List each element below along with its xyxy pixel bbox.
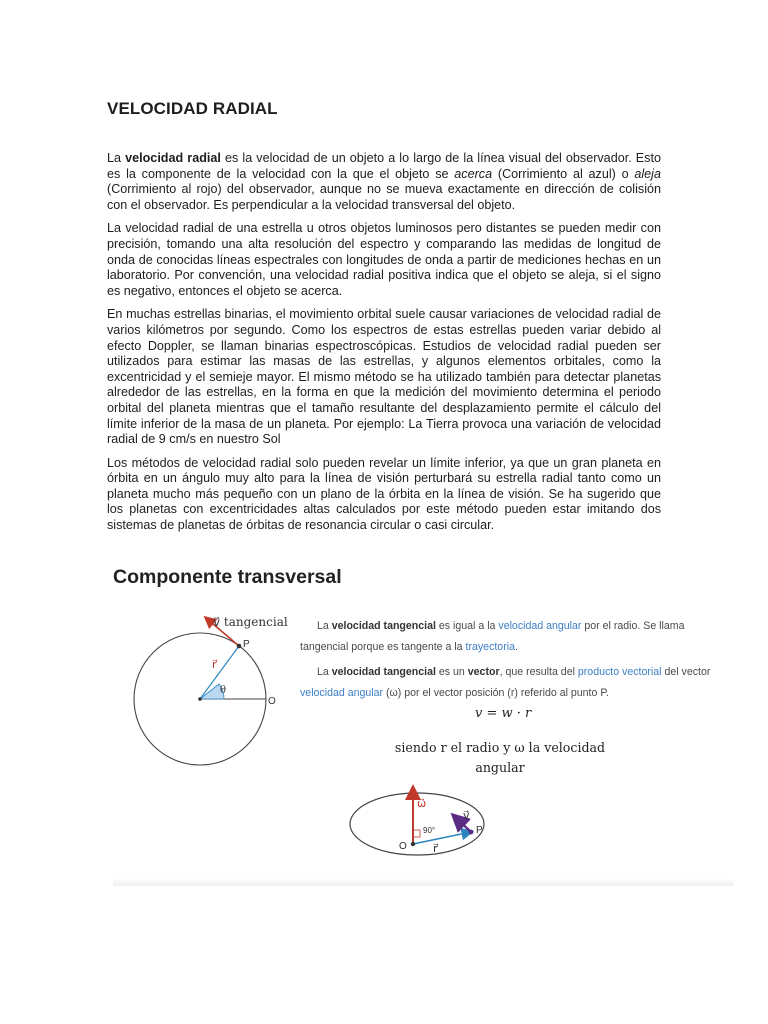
point-p-dot-2 (469, 830, 474, 835)
side-paragraph-1 (300, 616, 720, 658)
link-velocidad-angular[interactable]: velocidad angular (498, 620, 582, 632)
link-trayectoria[interactable]: trayectoria (465, 641, 515, 653)
figure-side-text (300, 616, 720, 708)
ellipse-diagram (350, 788, 484, 855)
p1-text-e: (Corrimiento al azul) o (492, 166, 635, 181)
center-dot-2 (411, 842, 415, 846)
point-p-dot (237, 644, 242, 649)
figure-panel (113, 600, 734, 886)
p1-italic-acerca: acerca (454, 166, 493, 181)
s1-e: por el radio. Se llama tangencial porque es tangente a la (300, 620, 685, 653)
s2-a: La (317, 666, 332, 678)
p1-text-c: es la velocidad de un objeto a lo largo de la línea visual del observador. Esto es la componente de la velocidad con la que el objeto se (107, 151, 661, 181)
paragraph-1 (107, 151, 661, 213)
s2-bold-vector: vector (467, 666, 500, 678)
center-o-label: O (268, 696, 276, 707)
r-label: r⃗ (433, 842, 438, 855)
point-p-label-2: P (476, 825, 483, 836)
formula-caption (375, 738, 625, 778)
s2-bold-term: velocidad tangencial (331, 666, 436, 678)
figure-bottom-fade (113, 878, 734, 886)
p1-text-g: (Corrimiento al rojo) del observador, aunque no se mueva exactamente en dirección de colisión con el observador. Es perpendicular a la velocidad transversal del objeto. (107, 182, 661, 212)
body-text (107, 151, 661, 542)
circle-diagram (134, 615, 288, 765)
section-subheading: Componente transversal (113, 566, 342, 588)
center-dot (198, 697, 202, 701)
paragraph-4: Los métodos de velocidad radial solo pueden revelar un límite inferior, ya que un gran planeta en órbita en un ángulo muy alto para la línea de visión perturbará su estrella radial tanto como un planeta mucho más pequeño con un plano de la órbita en la línea de visión. Se ha sugerido que los planetas con excentricidades altas calculados por este método pueden estar imitando dos sistemas de planetas de órbitas de resonancia circular o casi circular. (107, 455, 661, 533)
p1-bold-term: velocidad radial (125, 151, 221, 165)
s2-e: , que resulta del (499, 666, 578, 678)
s1-g: . (514, 641, 518, 653)
right-angle-marker (413, 830, 420, 837)
s2-c: es un (435, 666, 468, 678)
s1-bold-term: velocidad tangencial (331, 620, 436, 632)
s2-i: (ω) por el vector posición (r) referido al punto P. (383, 687, 609, 699)
tangent-label: v⃗ tangencial (213, 615, 288, 629)
document-title: VELOCIDAD RADIAL (107, 99, 278, 118)
s1-a: La (317, 620, 332, 632)
v-label: v⃗ (463, 809, 470, 822)
formula: v = w · r (475, 706, 532, 721)
center-o-label-2: O (399, 841, 407, 852)
s2-g: del vector (661, 666, 711, 678)
angle-theta-label: θ (220, 685, 227, 696)
side-paragraph-2 (300, 662, 720, 704)
radius-arrow (413, 832, 471, 844)
p1-text-a: La (107, 151, 126, 165)
s1-c: es igual a la (435, 620, 499, 632)
link-velocidad-angular-2[interactable]: velocidad angular (300, 687, 384, 699)
caption-line-2: angular (475, 760, 525, 775)
omega-label: ω⃗ (417, 797, 427, 810)
point-p-label: P (243, 639, 250, 650)
caption-line-1: siendo r el radio y ω la velocidad (394, 740, 606, 755)
paragraph-2: La velocidad radial de una estrella u otros objetos luminosos pero distantes se pueden medir con precisión, tomando una alta resolución del espectro y comparando las medidas de longitud de onda de conocidas líneas espectrales con longitudes de onda a partir de mediciones hechas en un laboratorio. Por convención, una velocidad radial positiva indica que el objeto se aleja, si el signo es negativo, entonces el objeto se acerca. (107, 221, 661, 298)
link-producto-vectorial[interactable]: producto vectorial (577, 666, 662, 678)
paragraph-3: En muchas estrellas binarias, el movimiento orbital suele causar variaciones de velocidad radial de varios kilómetros por segundo. Como los espectros de estas estrellas pueden variar debido al efecto Doppler, se llaman binarias espectroscópicas. Estudios de velocidad radial pueden ser utilizados para estimar las masas de las estrellas, y algunos elementos orbitales, como la excentricidad y el semieje mayor. El mismo método se ha utilizado también para detectar planetas alrededor de las estrellas, en la forma en que la medición del movimiento determina el periodo orbital del planeta mientras que el tamaño resultante del desplazamiento permite el cálculo del límite inferior de la masa de un planeta. Por ejemplo: La Tierra provoca una variación de velocidad radial de 9 cm/s en nuestro Sol (107, 307, 661, 447)
angle-90-label: 90° (423, 826, 436, 835)
radius-label: r⃗ (212, 658, 217, 671)
p1-italic-aleja: aleja (634, 166, 661, 181)
